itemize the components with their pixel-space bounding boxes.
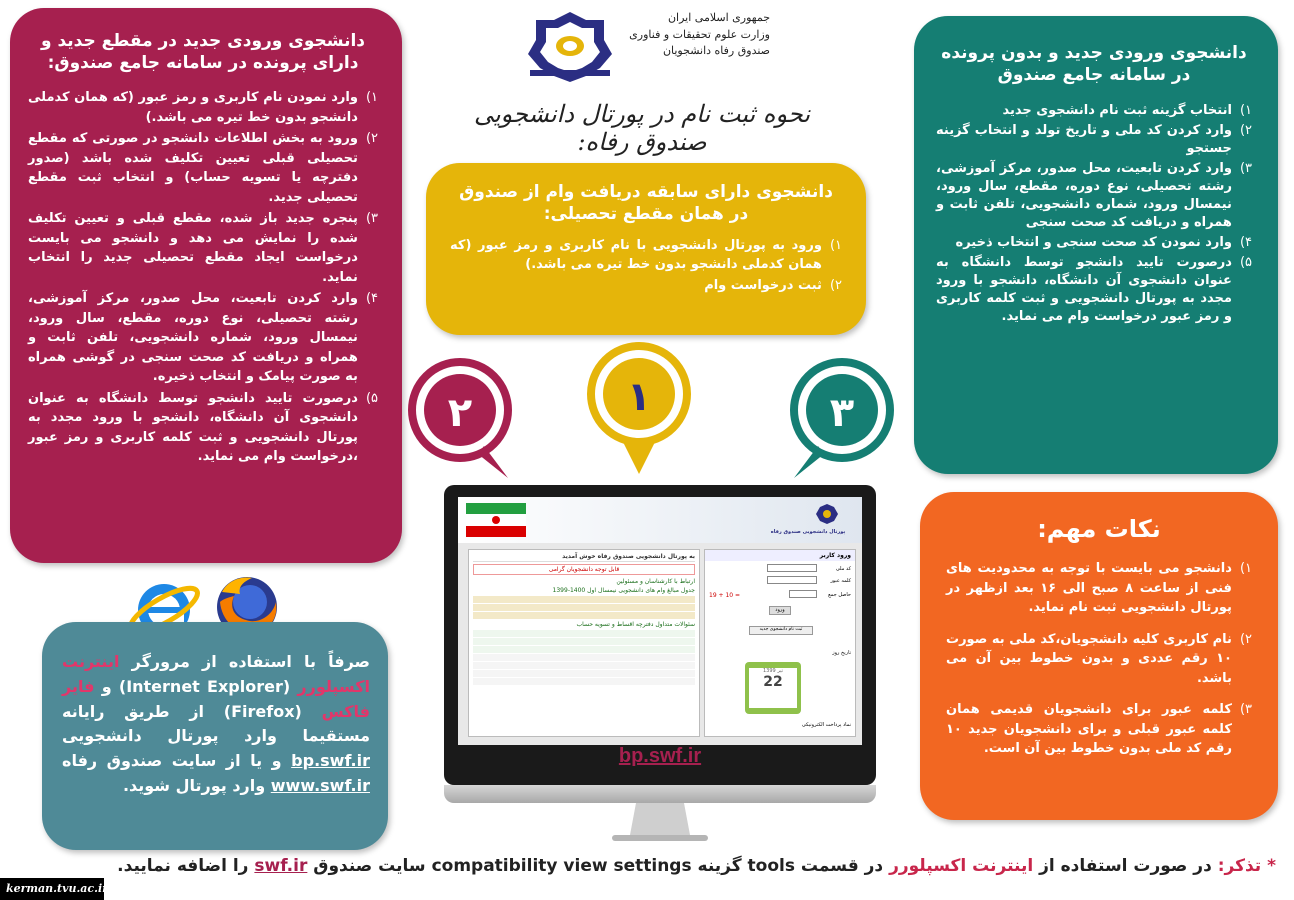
ministry-line: وزارت علوم تحقیقات و فناوری bbox=[629, 27, 770, 41]
epay-label: نماد پرداخت الکترونیکی bbox=[801, 722, 851, 728]
pin-label: ۲ bbox=[447, 390, 473, 436]
step-item bbox=[936, 234, 1252, 252]
pin-1 bbox=[584, 340, 694, 478]
step-text: وارد کردن تابعیت، محل صدور، مرکز آموزشی، رشته تحصیلی، نوع دوره، مقطع، سال ورود، نیمسال ورود، شماره دانشجویی، تلفن ثابت و همراه و دریافت کد صحت سنجی bbox=[936, 161, 1232, 230]
date-label: تاریخ روز bbox=[832, 650, 851, 656]
watermark: kerman.tvu.ac.ir bbox=[0, 878, 104, 900]
step-text: ثبت درخواست وام bbox=[704, 277, 822, 293]
card-new-level-with-file bbox=[10, 8, 402, 563]
step-item bbox=[936, 102, 1252, 120]
card-title: نکات مهم: bbox=[1037, 515, 1161, 543]
note-text: را اضافه نمایید. bbox=[117, 856, 249, 876]
note-text: در صورت استفاده از bbox=[1039, 856, 1212, 876]
portal-banner bbox=[458, 497, 862, 543]
iran-flag-icon bbox=[466, 503, 526, 537]
step-item bbox=[450, 237, 842, 275]
news-line bbox=[473, 662, 695, 669]
calendar-day: 22 bbox=[763, 674, 783, 690]
step-item bbox=[28, 129, 378, 207]
step-text: کلمه عبور برای دانشجویان قدیمی همان کلمه عبور قبلی و برای دانشجویان جدید ۱۰ رقم کد ملی بدون خطوط بین آن است. bbox=[946, 702, 1232, 757]
step-number: ۱) bbox=[829, 238, 842, 254]
news-line bbox=[473, 678, 695, 685]
note-text: سایت صندوق bbox=[313, 856, 426, 876]
step-text: وارد کردن کد ملی و تاریخ تولد و انتخاب گزینه جستجو bbox=[936, 123, 1232, 157]
note-site-link[interactable]: swf.ir bbox=[254, 856, 308, 876]
password-input[interactable] bbox=[767, 576, 817, 584]
calendar-month: 1399 تیر bbox=[763, 668, 783, 674]
card-title: دانشجوی دارای سابقه دریافت وام از صندوق در همان مقطع تحصیلی: bbox=[459, 182, 833, 225]
note-star: * تذکر: bbox=[1217, 856, 1276, 876]
step-item bbox=[28, 289, 378, 387]
login-button[interactable]: ورود bbox=[769, 606, 791, 615]
step-item bbox=[946, 630, 1252, 689]
step-number: ۲) bbox=[365, 131, 378, 147]
national-code-label: کد ملی bbox=[835, 566, 851, 572]
step-text: درصورت تایید دانشجو توسط دانشگاه به عنوان دانشجوی آن دانشگاه، دانشجو با ورود مجدد به پورتال دانشجویی و ثبت کلمه کاربری و رمز عبور ،درخواست وام می نماید. bbox=[28, 390, 358, 465]
step-text: ورود به بخش اطلاعات دانشجو در صورتی که مقطع تحصیلی قبلی تعیین تکلیف شده باشد (صدور دفترچه یا تسویه حساب) و انتخاب ثبت مقطع تحصیلی جدید. bbox=[28, 131, 358, 205]
monitor bbox=[444, 485, 876, 785]
pin-label: ۱ bbox=[626, 374, 652, 420]
register-button[interactable]: ثبت نام دانشجوی جدید bbox=[749, 626, 813, 635]
step-number: ۵) bbox=[365, 390, 378, 406]
step-number: ۱) bbox=[1239, 103, 1252, 119]
step-text: دانشجو می بایست با توجه به محدودیت های فنی از ساعت ۸ صبح الی ۱۶ بعد ازظهر در پورتال دانشجویی ثبت نام نماید. bbox=[946, 561, 1232, 616]
step-number: ۲) bbox=[1239, 631, 1252, 647]
step-text: انتخاب گزینه ثبت نام دانشجوی جدید bbox=[1002, 103, 1232, 119]
step-number: ۳) bbox=[365, 211, 378, 227]
welcome-text: به پورتال دانشجویی صندوق رفاه خوش آمدید bbox=[473, 552, 695, 562]
card-new-without-file bbox=[914, 16, 1278, 474]
swf-site-link[interactable]: www.swf.ir bbox=[270, 775, 370, 795]
news-line bbox=[473, 670, 695, 677]
step-item bbox=[28, 209, 378, 287]
login-panel bbox=[704, 549, 856, 737]
step-item bbox=[936, 122, 1252, 158]
sum-label: حاصل جمع bbox=[828, 592, 851, 598]
portal-url[interactable]: bp.swf.ir bbox=[618, 745, 702, 767]
ministry-header bbox=[620, 10, 770, 60]
notice-header: قابل توجه دانشجویان گرامی bbox=[473, 564, 695, 575]
news-link[interactable]: سئوالات متداول دفترچه اقساط و تسویه حساب bbox=[576, 621, 695, 628]
step-list bbox=[450, 237, 842, 296]
news-line bbox=[473, 604, 695, 611]
browser-text: و یا از سایت صندوق رفاه bbox=[62, 751, 282, 771]
footer-note bbox=[0, 856, 1294, 876]
portal-screenshot bbox=[458, 497, 862, 745]
firefox-latin: (Firefox) bbox=[223, 701, 302, 721]
step-item bbox=[936, 254, 1252, 326]
main-title: نحوه ثبت نام در پورتال دانشجویی صندوق رفاه: bbox=[473, 100, 811, 156]
note-tools: tools bbox=[747, 856, 795, 876]
calendar-icon bbox=[745, 662, 801, 714]
browser-text: وارد پورتال شوید. bbox=[122, 775, 266, 795]
card-existing-loan bbox=[426, 163, 866, 335]
password-label: کلمه عبور bbox=[830, 578, 851, 584]
portal-link[interactable]: bp.swf.ir bbox=[291, 751, 370, 771]
news-line bbox=[473, 630, 695, 637]
step-number: ۲) bbox=[829, 277, 842, 293]
monitor-stand bbox=[606, 803, 714, 843]
captcha-input[interactable] bbox=[789, 590, 817, 598]
card-title: دانشجوی ورودی جدید در مقطع جدید و دارای پرونده در سامانه جامع صندوق: bbox=[40, 31, 366, 74]
step-item bbox=[28, 389, 378, 467]
step-number: ۳) bbox=[1239, 161, 1252, 176]
news-link[interactable]: جدول مبالغ وام های دانشجویی نیمسال اول 1400-1399 bbox=[552, 587, 695, 594]
news-line bbox=[473, 638, 695, 645]
step-text: پنجره جدید باز شده، مقطع قبلی و تعیین تکلیف شده را نمایش می دهد و دانشجو می بایست درخواست ایجاد مقطع تحصیلی جدید را انتخاب نماید. bbox=[28, 211, 358, 285]
step-text: وارد کردن تابعیت، محل صدور، مرکز آموزشی، رشته تحصیلی، نوع دوره، مقطع، سال ورود، نیمسال ورود، شماره دانشجویی، تلفن ثابت و همراه و دریافت کد صحت سنجی در گوشی همراه به صورت پیامک و انتخاب ذخیره. bbox=[28, 291, 358, 385]
card-important-notes bbox=[920, 492, 1278, 820]
firefox-name: فایر فاکس bbox=[62, 676, 370, 721]
step-text: نام کاربری کلیه دانشجویان،کد ملی به صورت ۱۰ رقم عددی و بدون خطوط بین آن می باشد. bbox=[946, 631, 1232, 686]
news-link[interactable]: ارتباط با کارشناسان و مسئولین bbox=[616, 578, 695, 585]
step-number: ۳) bbox=[1239, 702, 1252, 718]
monitor-chin bbox=[444, 785, 876, 803]
note-ie: اینترنت اکسپلورر bbox=[889, 856, 1034, 876]
captcha-text: 19 + 10 = bbox=[709, 592, 741, 599]
step-item bbox=[946, 700, 1252, 759]
step-list bbox=[936, 102, 1252, 325]
step-item bbox=[946, 559, 1252, 618]
step-number: ۱) bbox=[1239, 561, 1252, 577]
ie-latin: (Internet Explorer) bbox=[118, 676, 291, 696]
news-line bbox=[473, 654, 695, 661]
step-text: وارد نمودن کد صحت سنجی و انتخاب ذخیره bbox=[955, 234, 1232, 250]
national-code-input[interactable] bbox=[767, 564, 817, 572]
step-number: ۲) bbox=[1239, 123, 1252, 139]
step-text: ورود به پورتال دانشجویی با نام کاربری و رمز عبور (که همان کدملی دانشجو بدون خط تیره می باشد.) bbox=[450, 238, 822, 273]
step-text: درصورت تایید دانشجو توسط دانشگاه به عنوان دانشجوی آن دانشگاه، دانشجو با ورود مجدد به پورتال دانشجویی و ثبت کلمه کاربری و رمز عبور درخواست وام می نماید. bbox=[936, 254, 1232, 324]
login-title: ورود کاربر bbox=[705, 550, 855, 561]
step-item bbox=[936, 160, 1252, 232]
news-panel bbox=[468, 549, 700, 737]
card-browser-requirement bbox=[42, 622, 388, 850]
browser-text: از طریق رایانه مستقیما وارد پورتال دانشجویی bbox=[62, 701, 370, 746]
note-text: گزینه bbox=[697, 856, 742, 876]
news-line bbox=[473, 646, 695, 653]
and-word: و bbox=[101, 676, 112, 696]
ie-name: اینترنت اکسپلورر bbox=[62, 652, 370, 696]
pin-2 bbox=[408, 358, 518, 483]
step-text: وارد نمودن نام کاربری و رمز عبور (که همان کدملی دانشجو بدون خط تیره می باشد.) bbox=[28, 90, 358, 125]
step-item bbox=[28, 88, 378, 127]
pin-3 bbox=[784, 358, 894, 483]
card-title: دانشجوی ورودی جدید و بدون پرونده در سامانه جامع صندوق bbox=[941, 43, 1247, 86]
step-number: ۴) bbox=[365, 291, 378, 307]
step-number: ۱) bbox=[365, 90, 378, 106]
step-number: ۴) bbox=[1239, 234, 1252, 250]
swf-logo bbox=[520, 10, 620, 84]
step-list bbox=[28, 88, 378, 467]
portal-title: پورتال دانشجویی صندوق رفاه bbox=[770, 529, 846, 535]
step-number: ۵) bbox=[1239, 254, 1252, 270]
ministry-line: صندوق رفاه دانشجویان bbox=[662, 44, 770, 57]
note-cvs: compatibility view settings bbox=[431, 856, 692, 876]
browser-text: صرفاً با استفاده از مرورگر bbox=[131, 652, 371, 671]
step-list bbox=[946, 559, 1252, 759]
swf-logo-small bbox=[814, 503, 840, 525]
news-line bbox=[473, 612, 695, 619]
ministry-line: جمهوری اسلامی ایران bbox=[667, 11, 770, 24]
note-text: در قسمت bbox=[800, 856, 884, 876]
step-item bbox=[450, 277, 842, 296]
news-line bbox=[473, 596, 695, 603]
pin-label: ۳ bbox=[829, 390, 855, 436]
